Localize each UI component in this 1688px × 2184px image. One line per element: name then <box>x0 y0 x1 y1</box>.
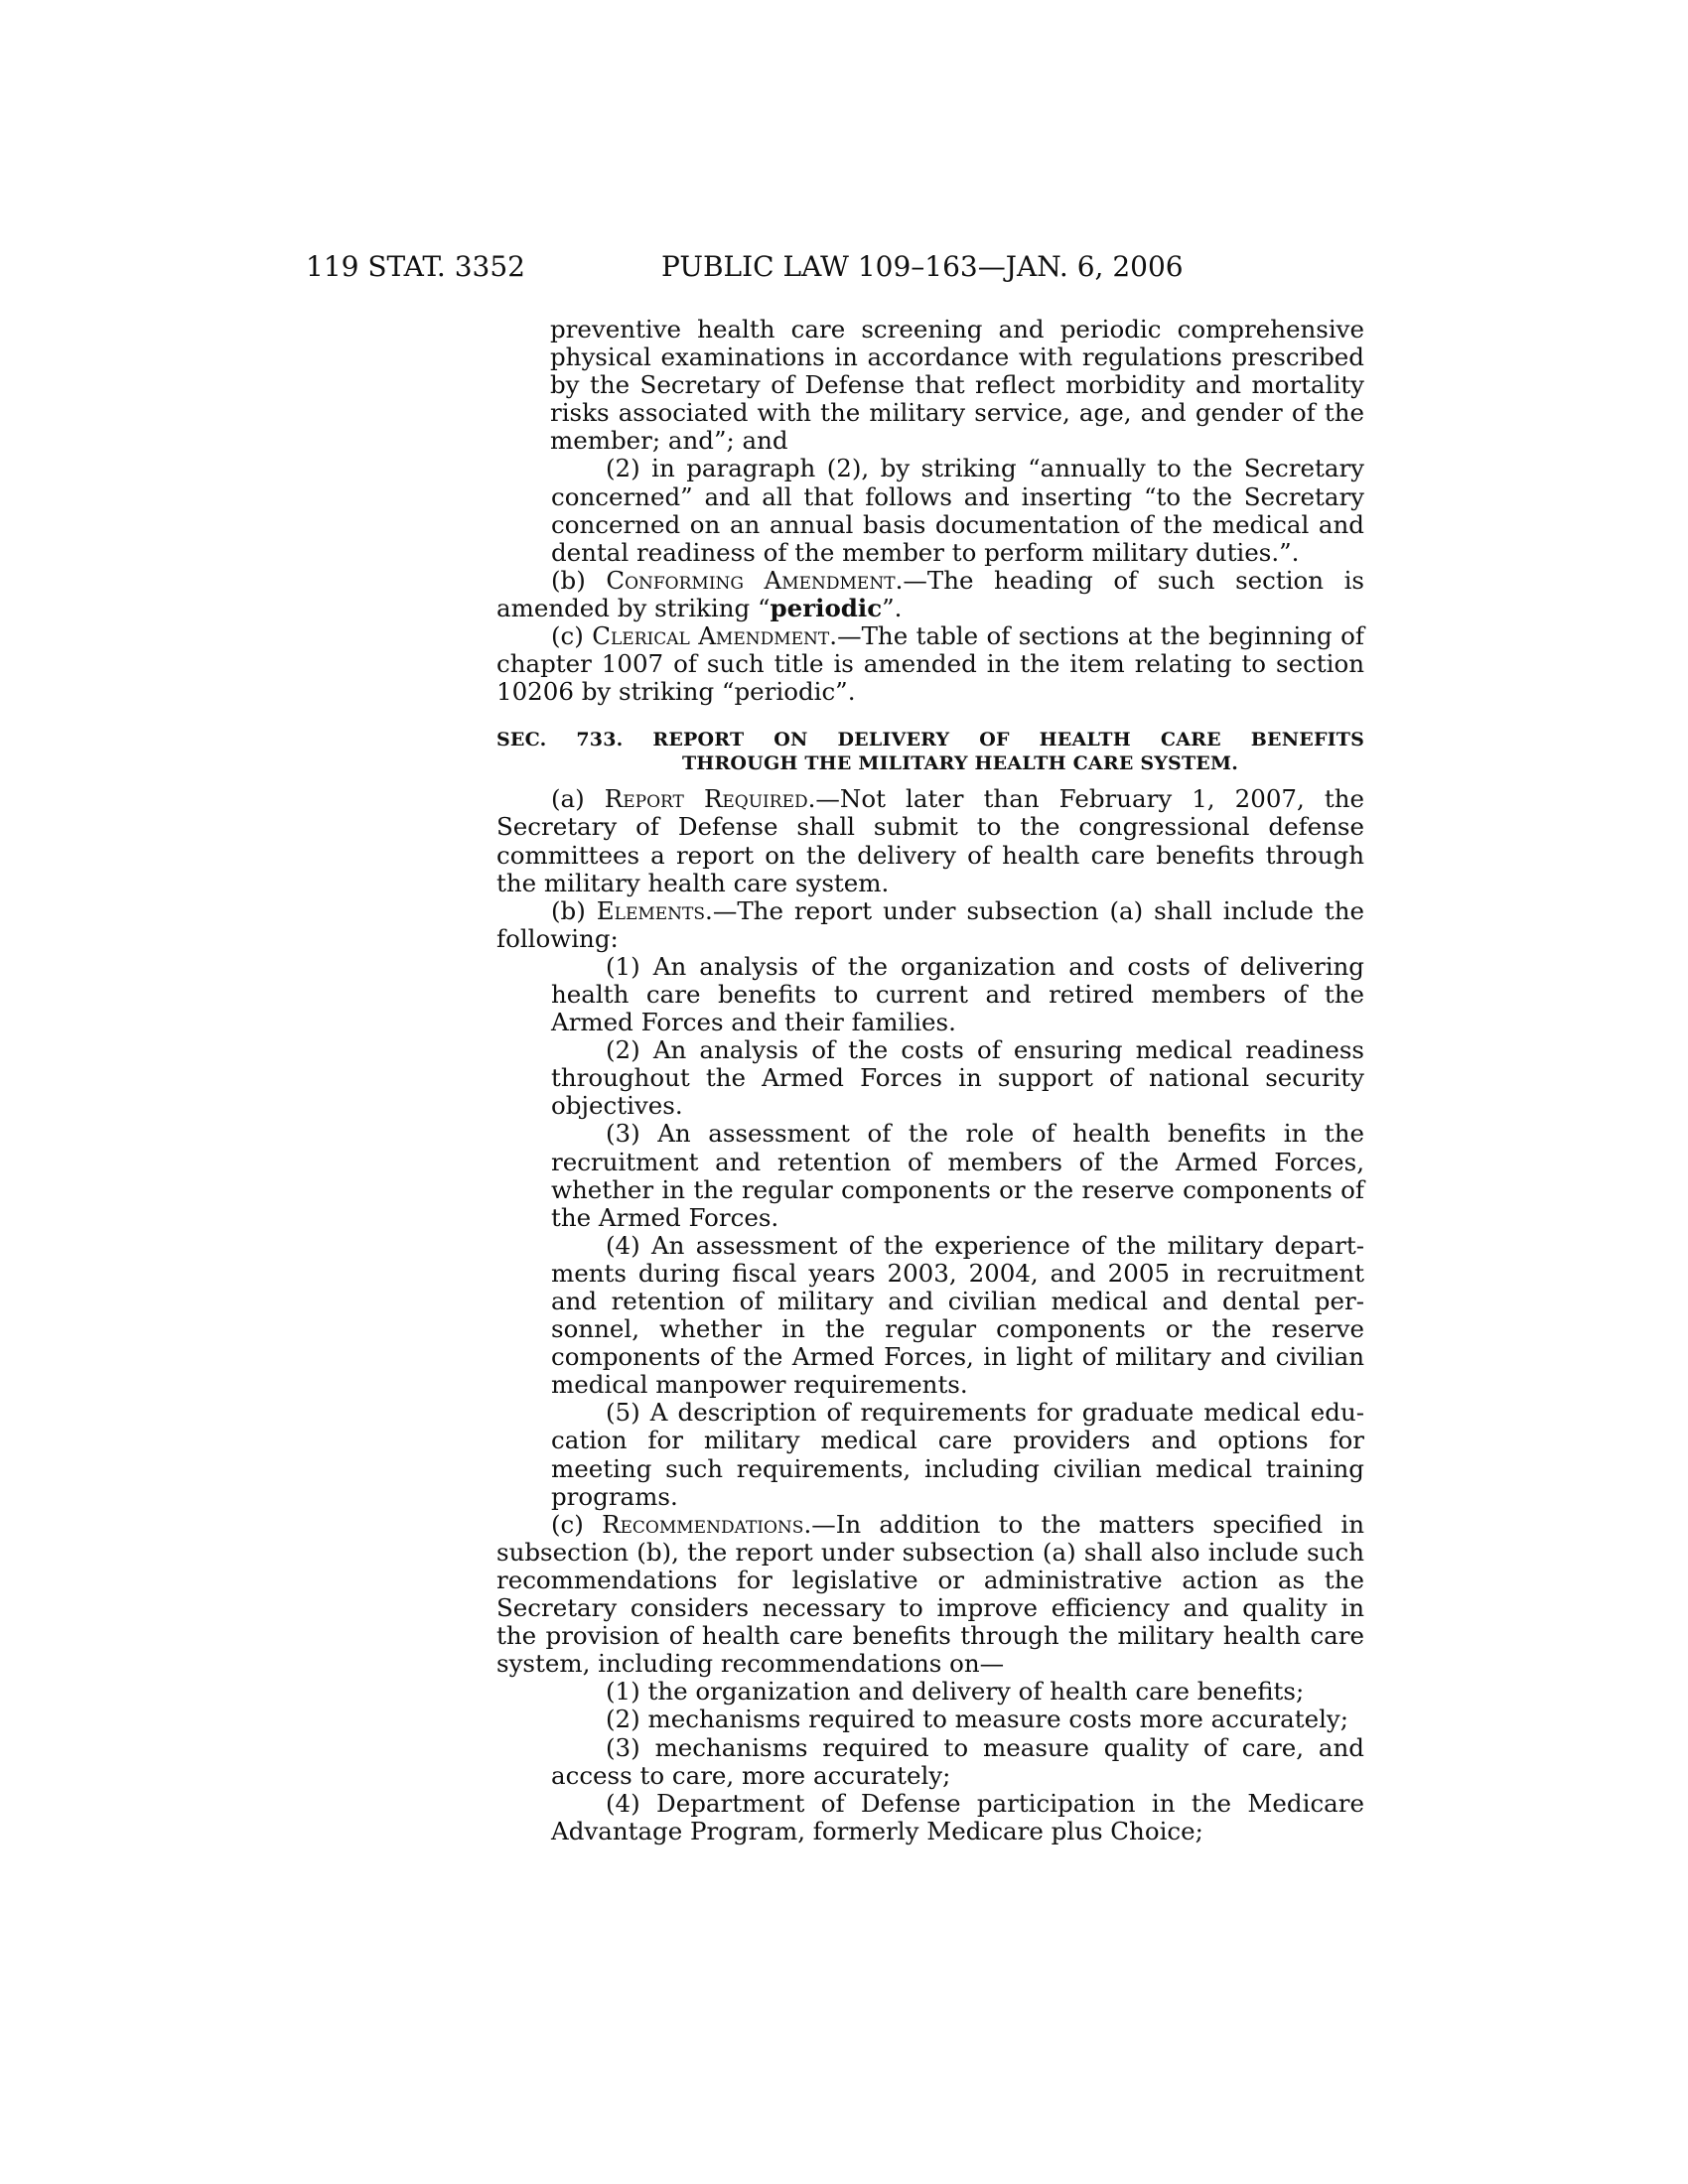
subsection-caption: Conforming Amendment <box>606 565 896 595</box>
element-item: (1) An analysis of the organization and costs of delivering health care benefits to current and retired members of the Armed Forces and their families. <box>551 951 1364 1037</box>
subsection-text: .—In addition to the matters specified in subsection (b), the report under subsection (a) shall also include such recommendations for legislative or administrative action as the Secretary considers necessary to improve efficiency and quality in the provision of health care benefits through the military health care system, including recommendations on— <box>496 1509 1364 1679</box>
element-item: (4) An assessment of the experience of the military departments during fiscal years 2003, 2004, and 2005 in recruitment and retention of military and civilian medical and dental personnel, whether in the regular components or the reserve components of the Armed Forces, in light of military and civilian medical manpower requirements. <box>551 1230 1364 1400</box>
subsection-b-conforming-amendment <box>496 567 1364 622</box>
subsection-b-elements <box>496 897 1364 953</box>
subsection-c-clerical-amendment <box>496 622 1364 706</box>
subsection-text: .—The report under subsection (a) shall include the following: <box>496 895 1364 953</box>
subsection-caption: Clerical Amendment <box>592 621 830 651</box>
subsection-label: (b) <box>551 565 607 595</box>
subsection-text-end: ”. <box>882 593 903 622</box>
section-733-heading <box>496 728 1364 775</box>
paragraph-2-amendment: (2) in paragraph (2), by striking “annually to the Secretary concerned” and all that follows and inserting “to the Secretary concerned on an annual basis documentation of the medical and dental readiness of the member to perform military duties.”. <box>551 454 1364 567</box>
section-heading-line-1: SEC. 733. REPORT ON DELIVERY OF HEALTH CARE BENEFITS <box>496 729 1364 751</box>
element-item: (3) An assessment of the role of health benefits in the recruitment and retention of members of the Armed Forces, whether in the regular components or the reserve components of the Armed Forces. <box>551 1119 1364 1232</box>
recommendation-item: (4) Department of Defense participation in the Medicare Advantage Program, formerly Medicare plus Choice; <box>551 1788 1364 1845</box>
statute-page-reference: 119 STAT. 3352 <box>306 250 525 283</box>
struck-word: periodic <box>770 593 883 622</box>
subsection-a-report-required <box>496 785 1364 896</box>
recommendation-item: (3) mechanisms required to measure quality of care, and access to care, more accurately; <box>551 1732 1364 1790</box>
recommendation-item: (2) mechanisms required to measure costs more accurately; <box>606 1705 1349 1734</box>
continuation-paragraph: preventive health care screening and periodic comprehensive physical examinations in accordance with regulations prescribed by the Secretary of Defense that reflect morbidity and mortality risks associated with the military service, age, and gender of the member; and”; and <box>550 315 1364 456</box>
section-heading-line-2: THROUGH THE MILITARY HEALTH CARE SYSTEM. <box>681 752 1239 775</box>
subsection-text: .—The heading of such section is amended by striking “ <box>496 565 1365 622</box>
subsection-caption: Recommendations <box>602 1509 804 1539</box>
document-body <box>496 316 1364 1845</box>
page-header <box>0 250 1688 290</box>
subsection-text: .—The table of sections at the beginning of chapter 1007 of such title is amended in the item relating to section 10206 by striking “periodic”. <box>496 621 1364 707</box>
subsection-label: (c) <box>551 1509 603 1539</box>
element-item: (2) An analysis of the costs of ensuring medical readiness throughout the Armed Forces in support of national security objectives. <box>551 1035 1364 1121</box>
running-head: PUBLIC LAW 109–163—JAN. 6, 2006 <box>661 250 1184 283</box>
subsection-label: (c) <box>551 621 593 651</box>
subsection-text: .—Not later than February 1, 2007, the Secretary of Defense shall submit to the congressional defense committees a report on the delivery of health care benefits through the military health care system. <box>496 784 1364 897</box>
subsection-label: (b) <box>551 895 597 925</box>
subsection-caption: Elements <box>596 895 706 925</box>
subsection-caption: Report Required <box>604 784 808 814</box>
recommendation-item: (1) the organization and delivery of health care benefits; <box>606 1677 1305 1706</box>
element-item: (5) A description of requirements for graduate medical education for military medical care providers and options for meeting such requirements, including civilian medical training programs. <box>551 1398 1364 1511</box>
subsection-c-recommendations <box>496 1511 1364 1679</box>
subsection-label: (a) <box>551 784 605 814</box>
